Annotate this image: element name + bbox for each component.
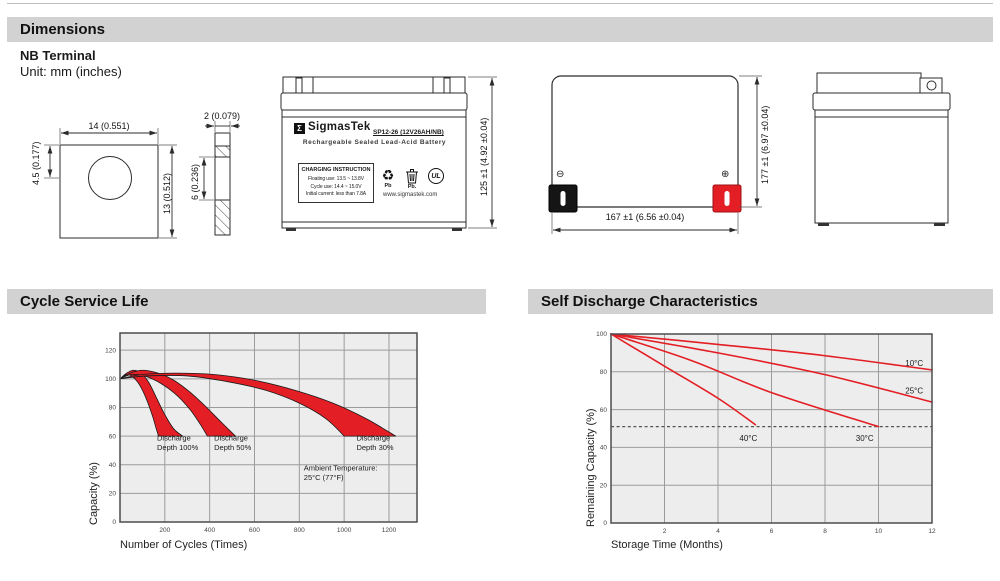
- svg-text:800: 800: [293, 527, 305, 534]
- svg-text:6: 6: [769, 528, 774, 535]
- svg-text:4: 4: [716, 528, 720, 535]
- svg-text:25°C: 25°C: [905, 386, 924, 396]
- svg-text:0: 0: [603, 520, 607, 528]
- svg-text:Ambient Temperature:25°C (77°F: Ambient Temperature: 25°C (77°F): [303, 463, 378, 482]
- battery-top-drawing: [549, 76, 741, 212]
- dim-plate-width: 14 (0.551): [88, 121, 130, 131]
- self-discharge-title: Self Discharge Characteristics: [541, 293, 758, 310]
- svg-text:40: 40: [108, 461, 116, 469]
- charging-title: CHARGING INSTRUCTION: [301, 167, 371, 173]
- charging-instruction-box: [298, 163, 374, 203]
- svg-text:0: 0: [112, 519, 116, 527]
- section-title: Dimensions: [20, 21, 106, 38]
- svg-text:80: 80: [108, 404, 116, 412]
- svg-text:80: 80: [599, 369, 607, 376]
- cycle-service-life-chart: [60, 325, 485, 565]
- svg-text:600: 600: [249, 527, 260, 534]
- dim-battery-height: 125 ±1 (4.92 ±0.04): [479, 117, 489, 196]
- cycle-chart-ylabel: Capacity (%): [88, 462, 100, 525]
- cycle-chart-xlabel: Number of Cycles (Times): [120, 539, 248, 551]
- dim-plate-thickness: 2 (0.079): [203, 111, 241, 121]
- svg-text:DischargeDepth 30%: Discharge Depth 30%: [356, 433, 394, 452]
- svg-text:120: 120: [105, 347, 116, 355]
- cycle-life-title: Cycle Service Life: [20, 293, 149, 310]
- section-header-cycle-life: [7, 289, 486, 314]
- svg-text:40: 40: [599, 444, 607, 452]
- sd-chart-ylabel: Remaining Capacity (%): [585, 408, 597, 527]
- recycle-icon: ♻: [381, 167, 395, 183]
- svg-text:200: 200: [159, 527, 171, 534]
- brand-logo-icon: Σ: [294, 123, 305, 134]
- recycle-pb-label: Pb: [384, 183, 392, 189]
- svg-text:100: 100: [596, 331, 607, 339]
- svg-text:40°C: 40°C: [739, 433, 758, 443]
- brand-name: SigmasTek: [308, 121, 371, 133]
- plate-front-drawing: [60, 145, 158, 238]
- battery-front-drawing: [281, 77, 467, 231]
- technical-drawings: [0, 0, 1000, 270]
- svg-text:20: 20: [599, 482, 607, 490]
- svg-text:60: 60: [599, 406, 607, 414]
- charging-line-cycle: Cycle use: 14.4 ~ 15.0V: [310, 183, 362, 190]
- svg-text:20: 20: [108, 490, 116, 498]
- svg-text:DischargeDepth 100%: Discharge Depth 100%: [156, 433, 199, 452]
- svg-text:2: 2: [662, 528, 667, 535]
- svg-text:12: 12: [928, 528, 936, 535]
- trash-pb-label: Pb.: [407, 184, 417, 190]
- battery-side-drawing: [813, 73, 950, 226]
- dim-battery-length: 167 ±1 (6.56 ±0.04): [605, 212, 685, 222]
- svg-text:1200: 1200: [381, 527, 397, 534]
- plus-polarity-icon: ⊕: [721, 169, 730, 180]
- charging-line-floating: Floating use: 13.5 ~ 13.8V: [308, 176, 364, 182]
- svg-text:8: 8: [823, 528, 827, 535]
- battery-type-text: Rechargeable Sealed Lead-Acid Battery: [302, 139, 447, 146]
- website-text: www.sigmastek.com: [383, 192, 438, 198]
- dim-slot-height: 6 (0.236): [190, 163, 200, 200]
- dim-hole-offset: 4.5 (0.177): [31, 141, 41, 185]
- trash-pb-icon: [405, 169, 419, 184]
- svg-text:30°C: 30°C: [855, 433, 874, 443]
- charging-line-initial: Initial current: less than 7.8A: [306, 191, 366, 197]
- sd-chart-xlabel: Storage Time (Months): [611, 539, 723, 551]
- svg-text:10: 10: [874, 528, 883, 535]
- plate-side-drawing: [215, 133, 230, 235]
- svg-text:1000: 1000: [336, 527, 352, 534]
- svg-text:10°C: 10°C: [905, 359, 924, 369]
- svg-text:DischargeDepth 50%: Discharge Depth 50%: [214, 433, 252, 452]
- dim-plate-height: 13 (0.512): [162, 172, 172, 214]
- section-header-self-discharge: [528, 289, 993, 314]
- dim-battery-width: 177 ±1 (6.97 ±0.04): [760, 105, 770, 184]
- unit-note: Unit: mm (inches): [20, 64, 122, 79]
- ul-mark-icon: UL: [428, 168, 444, 184]
- svg-text:60: 60: [108, 433, 116, 441]
- minus-polarity-icon: ⊖: [556, 169, 565, 180]
- model-number: SP12-26 (12V26AH/NB): [373, 129, 444, 136]
- self-discharge-chart: [560, 325, 985, 565]
- svg-text:400: 400: [204, 527, 216, 534]
- terminal-type-label: NB Terminal: [20, 48, 96, 63]
- svg-text:100: 100: [105, 376, 116, 384]
